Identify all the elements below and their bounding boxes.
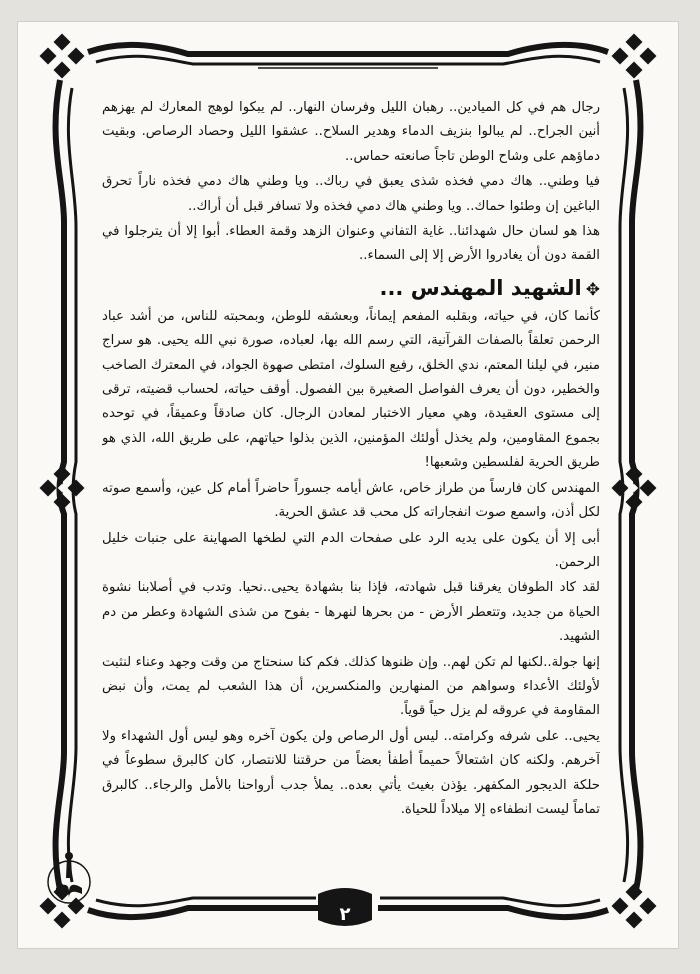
article-body — [102, 96, 600, 894]
section-title-text: الشهيد المهندس ... — [379, 275, 582, 300]
section-title — [102, 273, 600, 305]
side-ornament-icon — [40, 466, 85, 511]
corner-ornament-icon — [40, 34, 85, 79]
body-paragraph: المهندس كان فارساً من طراز خاص، عاش أيامه جسوراً حاضراً أمام كل عين، وأسمع صوته لكل أذن، واسمع صوت انفجاراته كل محب قد عشق الحرية. — [102, 480, 600, 521]
intro-paragraph: رجال هم في كل الميادين.. رهبان الليل وفرسان النهار.. لم يبكوا لوهج المعارك لم يهزهم أنين الجراح.. لم يبالوا بنزيف الدماء وهدير السلاح.. عشقوا الليل وحصاد الرصاص. وبقيت دماؤهم على وشاح الوطن تاجاً صانعته حماس.. — [102, 100, 600, 164]
body-paragraph: أبى إلا أن يكون على يديه الرد على صفحات الدم التي لطخها الصهاينة على جنبات خليل الرحمن. — [102, 530, 600, 570]
corner-ornament-icon — [612, 34, 657, 79]
body-paragraph: إنها جولة..لكنها لم تكن لهم.. وإن ظنوها كذلك. فكم كنا سنحتاج من وقت وجهد وعناء لنثبت لأولئك الأعداء وسواهم من المنهارين والمنكسرين، أن هذا الشعب لم يمت، وأن نبض المقاومة في عروقه لم يزل حياً قوياً. — [102, 654, 600, 719]
corner-ornament-icon — [612, 884, 657, 929]
body-paragraph: لقد كاد الطوفان يغرقنا قبل شهادته، فإذا بنا بشهادة يحيى..نحيا. وتدب في أصلابنا نشوة الحياة من جديد، وتتعطر الأرض - من بحرها لنهرها - بفوح من شذى الشهادة وعطر من دم الشهيد. — [102, 580, 600, 645]
body-paragraph: كأنما كان، في حياته، وبقلبه المفعم إيماناً، وبعشقه للوطن، وبمحبته للناس، من أشد عباد الرحمن تعلقاً بالصفات القرآنية، التي رسم الله بها، لعباده، صورة نبي الله يحيى. هو سراج منير، في ليلنا المعتم، ندي الخلق، رفيع السلوك، امتطى صهوة الجواد، في المعترك الصاخب والخطير، دون أن يعرف الفواصل الصغيرة بين الفصول. أوقف حياته، لحساب قضيته، ترقى إلى مستوى العقيدة، وهي معيار الاختبار لمعادن الرجال. كان صادقاً وعميقاً، في توحده بجموع المقاومين، ولم يخذل أولئك المؤمنين، الذين بذلوا حياتهم، على طريق الله، الذي هو طريق الحرية لفلسطين وشعبها! — [102, 308, 600, 471]
book-emblem-icon — [46, 848, 92, 912]
side-ornament-icon — [612, 466, 657, 511]
body-paragraph: يحيى.. على شرفه وكرامته.. ليس أول الرصاص ولن يكون آخره وهو ليس أول الشهداء ولا آخرهم. ولكنه كان اشتعالاً حميماً أطفأ بعضاً من حرقتنا للانتصار، كان كالبرق سطوعاً في حلكة الديجور المكفهر. يؤذن بغيث يأتي بعده.. يملأ جدب أرواحنا بالأمل والرجاء.. كالبرق تماماً ليست انطفاءه إلا ميلاداً للحياة. — [102, 728, 600, 817]
page-sheet — [18, 22, 678, 948]
intro-paragraph: فيا وطني.. هاك دمي فخذه شذى يعبق في رباك.. ويا وطني هاك دمي فخذه ناراً تحرق الباغين إن وطئوا حماك.. ويا وطني هاك دمي فخذه ولا تسافر قبل أن أراك.. — [102, 174, 600, 214]
intro-paragraph: هذا هو لسان حال شهدائنا.. غاية التفاني وعنوان الزهد وقمة العطاء. أبوا إلا أن يترجلوا في القمة دون أن يغادروا الأرض إلا إلى السماء.. — [102, 224, 600, 264]
page-number: ٢ — [339, 904, 351, 925]
diamond-bullet-icon: ✥ — [585, 279, 600, 300]
